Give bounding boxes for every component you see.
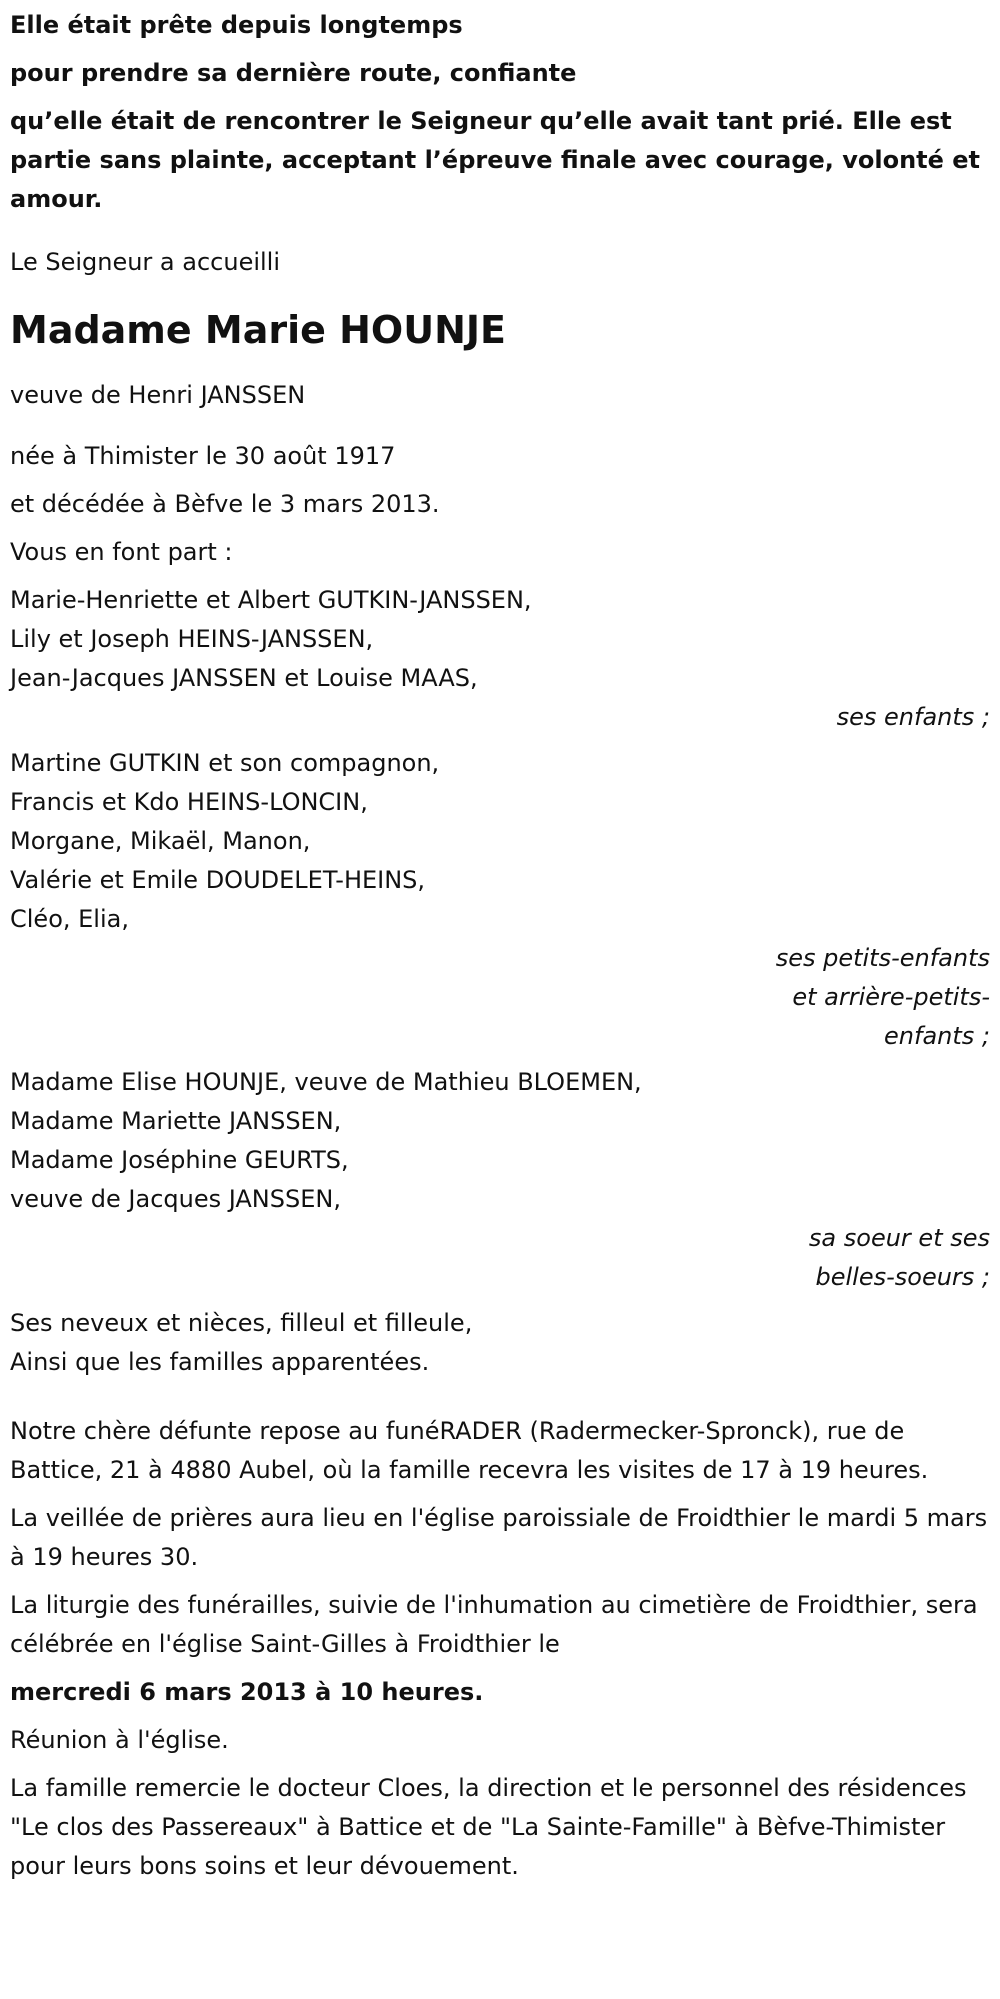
intro-line-3: qu’elle était de rencontrer le Seigneur qu’elle avait tant prié. Elle est partie sans plainte, acceptant l’épreuve finale avec courage, volonté et amour.: [10, 107, 981, 213]
others-section: [10, 1304, 990, 1382]
grandchildren-role-line: et arrière-petits-: [792, 983, 990, 1011]
death-info: et décédée à Bèfve le 3 mars 2013.: [10, 490, 440, 518]
others-entry: Ses neveux et nièces, filleul et filleule,: [10, 1309, 473, 1337]
sibling-entry: Madame Mariette JANSSEN,: [10, 1107, 342, 1135]
intro-line-2: pour prendre sa dernière route, confiante: [10, 59, 577, 87]
children-role: ses enfants ;: [836, 703, 990, 731]
grandchild-entry: Morgane, Mikaël, Manon,: [10, 827, 311, 855]
birth-info: née à Thimister le 30 août 1917: [10, 442, 396, 470]
thanks-paragraph: La famille remercie le docteur Cloes, la direction et le personnel des résidences "Le clos des Passereaux" à Battice et de "La Sainte-Famille" à Bèfve-Thimister pour leurs bons soins et leur dévouement.: [10, 1774, 967, 1880]
siblings-role-line: sa soeur et ses: [808, 1224, 990, 1252]
grandchild-entry: Valérie et Emile DOUDELET-HEINS,: [10, 866, 426, 894]
welcome-text: Le Seigneur a accueilli: [10, 248, 281, 276]
liturgy-date: mercredi 6 mars 2013 à 10 heures.: [10, 1678, 484, 1706]
vigil-paragraph: La veillée de prières aura lieu en l'église paroissiale de Froidthier le mardi 5 mars à 19 heures 30.: [10, 1504, 988, 1571]
siblings-section: [10, 1063, 990, 1297]
child-entry: Marie-Henriette et Albert GUTKIN-JANSSEN,: [10, 586, 532, 614]
deceased-name: Madame Marie HOUNJE: [10, 308, 506, 352]
grandchild-entry: Cléo, Elia,: [10, 905, 129, 933]
obituary-page: [0, 6, 1000, 1999]
repose-paragraph: Notre chère défunte repose au funéRADER (Radermecker-Spronck), rue de Battice, 21 à 4880 Aubel, où la famille recevra les visites de 17 à 19 heures.: [10, 1417, 929, 1484]
child-entry: Jean-Jacques JANSSEN et Louise MAAS,: [10, 664, 478, 692]
sibling-entry: veuve de Jacques JANSSEN,: [10, 1185, 341, 1213]
widow-of: veuve de Henri JANSSEN: [10, 381, 306, 409]
child-entry: Lily et Joseph HEINS-JANSSEN,: [10, 625, 374, 653]
liturgy-paragraph: La liturgie des funérailles, suivie de l'inhumation au cimetière de Froidthier, sera célébrée en l'église Saint-Gilles à Froidthier le: [10, 1591, 978, 1658]
grandchildren-role-line: ses petits-enfants: [775, 944, 990, 972]
grandchild-entry: Martine GUTKIN et son compagnon,: [10, 749, 440, 777]
others-entry: Ainsi que les familles apparentées.: [10, 1348, 430, 1376]
intro-line-1: Elle était prête depuis longtemps: [10, 11, 463, 39]
grandchildren-role-line: enfants ;: [884, 1022, 990, 1050]
announce-text: Vous en font part :: [10, 538, 233, 566]
meeting-text: Réunion à l'église.: [10, 1726, 229, 1754]
children-section: [10, 581, 990, 737]
sibling-entry: Madame Joséphine GEURTS,: [10, 1146, 349, 1174]
obituary-content: [10, 6, 990, 1886]
grandchildren-section: [10, 744, 990, 1056]
sibling-entry: Madame Elise HOUNJE, veuve de Mathieu BLOEMEN,: [10, 1068, 642, 1096]
grandchild-entry: Francis et Kdo HEINS-LONCIN,: [10, 788, 368, 816]
siblings-role-line: belles-soeurs ;: [815, 1263, 990, 1291]
